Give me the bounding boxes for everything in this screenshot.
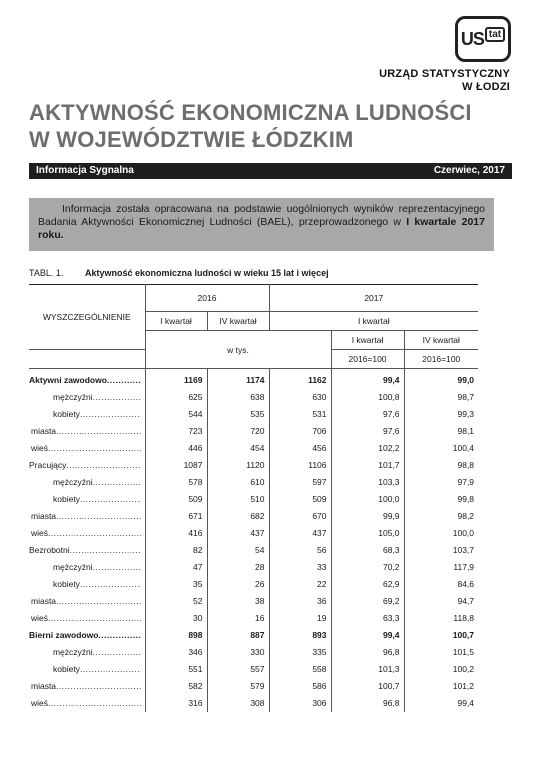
row-label (29, 610, 145, 627)
leader-dots (80, 409, 141, 419)
row-label-text: Bierni zawodowo (29, 630, 99, 640)
row-label (29, 576, 145, 593)
table-cell: 84,6 (404, 576, 478, 593)
leader-dots (66, 460, 140, 470)
table-cell: 531 (269, 406, 331, 423)
row-label (29, 457, 145, 474)
row-label (29, 423, 145, 440)
q1-2016-header: I kwartał (145, 312, 207, 331)
base2-header: 2016=100 (404, 350, 478, 369)
table-cell: 100,7 (404, 627, 478, 644)
table-cell: 82 (145, 542, 207, 559)
leader-dots (98, 630, 140, 640)
table-cell: 308 (207, 695, 269, 712)
stub-header: WYSZCZEGÓLNIENIE (29, 285, 145, 350)
leader-dots (56, 426, 140, 436)
leader-dots (48, 443, 140, 453)
table-cell: 99,4 (404, 695, 478, 712)
table-cell: 97,6 (331, 423, 404, 440)
table-cell: 887 (207, 627, 269, 644)
data-table (29, 284, 478, 712)
leader-dots (48, 613, 140, 623)
row-label-text: kobiety (53, 664, 80, 674)
table-cell: 100,8 (331, 389, 404, 406)
table-cell: 682 (207, 508, 269, 525)
row-label (29, 406, 145, 423)
table-caption (29, 268, 329, 278)
table-cell: 544 (145, 406, 207, 423)
row-label-text: kobiety (53, 579, 80, 589)
row-label (29, 369, 145, 389)
leader-dots (93, 562, 141, 572)
table-cell: 105,0 (331, 525, 404, 542)
table-cell: 33 (269, 559, 331, 576)
table-cell: 1162 (269, 369, 331, 389)
row-label (29, 389, 145, 406)
table-row (29, 661, 478, 678)
table-cell: 582 (145, 678, 207, 695)
table-cell: 16 (207, 610, 269, 627)
row-label-text: miasta (31, 596, 57, 606)
table-cell: 99,0 (404, 369, 478, 389)
table-cell: 100,2 (404, 661, 478, 678)
table-cell: 723 (145, 423, 207, 440)
document-title-line1: AKTYWNOŚĆ EKONOMICZNA LUDNOŚCI (29, 100, 472, 125)
leader-dots (48, 528, 140, 538)
leader-dots (56, 681, 140, 691)
row-label-text: mężczyźni (53, 392, 93, 402)
table-cell: 898 (145, 627, 207, 644)
table-cell: 99,3 (404, 406, 478, 423)
table-cell: 671 (145, 508, 207, 525)
table-cell: 96,8 (331, 644, 404, 661)
office-name-line1: URZĄD STATYSTYCZNY (379, 68, 510, 80)
table-cell: 26 (207, 576, 269, 593)
row-label (29, 695, 145, 712)
index-q4-header: IV kwartał (404, 331, 478, 350)
row-label (29, 644, 145, 661)
table-cell: 35 (145, 576, 207, 593)
table-caption-text: Aktywność ekonomiczna ludności w wieku 15 lat i więcej (85, 268, 329, 278)
row-label (29, 661, 145, 678)
table-cell: 28 (207, 559, 269, 576)
row-label (29, 525, 145, 542)
table-cell: 306 (269, 695, 331, 712)
leader-dots (70, 545, 141, 555)
table-cell: 99,8 (404, 491, 478, 508)
table-cell: 101,2 (404, 678, 478, 695)
table-cell: 586 (269, 678, 331, 695)
table-cell: 99,9 (331, 508, 404, 525)
table-cell: 98,8 (404, 457, 478, 474)
table-cell: 100,0 (331, 491, 404, 508)
table-cell: 509 (269, 491, 331, 508)
table-cell: 118,8 (404, 610, 478, 627)
table-cell: 437 (207, 525, 269, 542)
table-cell: 69,2 (331, 593, 404, 610)
document-title (29, 99, 472, 153)
leader-dots (80, 664, 141, 674)
table-cell: 437 (269, 525, 331, 542)
table-cell: 1087 (145, 457, 207, 474)
table-row (29, 593, 478, 610)
table-cell: 101,7 (331, 457, 404, 474)
q4-2016-header: IV kwartał (207, 312, 269, 331)
table-cell: 630 (269, 389, 331, 406)
row-label (29, 678, 145, 695)
table-row (29, 576, 478, 593)
table-cell: 509 (145, 491, 207, 508)
table-cell: 47 (145, 559, 207, 576)
table-row (29, 389, 478, 406)
table-cell: 416 (145, 525, 207, 542)
table-row (29, 627, 478, 644)
table-cell: 720 (207, 423, 269, 440)
leader-dots (80, 579, 141, 589)
row-label-text: wieś (31, 613, 49, 623)
table-row (29, 678, 478, 695)
table-cell: 36 (269, 593, 331, 610)
row-label-text: Aktywni zawodowo (29, 375, 107, 386)
table-cell: 625 (145, 389, 207, 406)
table-row (29, 525, 478, 542)
table-cell: 98,1 (404, 423, 478, 440)
summary-note-bold: I kwartale 2017 roku. (38, 216, 485, 241)
q1-2017-header: I kwartał (269, 312, 478, 331)
table-cell: 670 (269, 508, 331, 525)
table-cell: 893 (269, 627, 331, 644)
table-cell: 54 (207, 542, 269, 559)
row-label-text: wieś (31, 528, 49, 538)
table-cell: 706 (269, 423, 331, 440)
row-label-text: kobiety (53, 409, 80, 419)
row-label-text: kobiety (53, 494, 80, 504)
row-label (29, 508, 145, 525)
table-cell: 335 (269, 644, 331, 661)
table-cell: 19 (269, 610, 331, 627)
base1-header: 2016=100 (331, 350, 404, 369)
table-cell: 98,7 (404, 389, 478, 406)
office-name (379, 68, 510, 94)
table-cell: 1174 (207, 369, 269, 389)
table-cell: 30 (145, 610, 207, 627)
logo-main-text: US (460, 28, 484, 49)
summary-note-text: Informacja została opracowana na podstawie uogólnionych wyników reprezentacyjnego Badania Aktywności Ekonomicznej Ludności (BAEL), przeprowadzonego w (38, 203, 485, 228)
table-cell: 454 (207, 440, 269, 457)
leader-dots (48, 698, 140, 708)
table-cell: 38 (207, 593, 269, 610)
row-label (29, 440, 145, 457)
index-q1-header: I kwartał (331, 331, 404, 350)
table-cell: 578 (145, 474, 207, 491)
table-cell: 99,4 (331, 369, 404, 389)
table-cell: 52 (145, 593, 207, 610)
table-row (29, 491, 478, 508)
table-row (29, 542, 478, 559)
table-cell: 98,2 (404, 508, 478, 525)
table-row (29, 423, 478, 440)
table-cell: 1169 (145, 369, 207, 389)
logo-sup-text: tat (485, 27, 505, 42)
table-cell: 456 (269, 440, 331, 457)
info-banner (29, 163, 512, 179)
leader-dots (93, 392, 141, 402)
table-cell: 103,3 (331, 474, 404, 491)
table-cell: 102,2 (331, 440, 404, 457)
table-cell: 101,5 (404, 644, 478, 661)
table-row (29, 440, 478, 457)
table-cell: 94,7 (404, 593, 478, 610)
table-cell: 117,9 (404, 559, 478, 576)
row-label (29, 542, 145, 559)
row-label (29, 474, 145, 491)
table-row (29, 508, 478, 525)
year-2017-header: 2017 (269, 285, 478, 312)
table-cell: 638 (207, 389, 269, 406)
summary-note (29, 198, 494, 251)
table-row (29, 369, 478, 389)
row-label (29, 559, 145, 576)
table-cell: 68,3 (331, 542, 404, 559)
table-cell: 610 (207, 474, 269, 491)
row-label-text: Bezrobotni (29, 545, 70, 555)
table-row (29, 457, 478, 474)
row-label-text: mężczyźni (53, 477, 93, 487)
banner-date: Czerwiec, 2017 (433, 165, 505, 176)
table-cell: 70,2 (331, 559, 404, 576)
table-row (29, 559, 478, 576)
row-label-text: miasta (31, 426, 57, 436)
leader-dots (56, 596, 140, 606)
statistics-office-logo (455, 16, 511, 62)
table-cell: 330 (207, 644, 269, 661)
row-label-text: miasta (31, 511, 57, 521)
document-title-line2: W WOJEWÓDZTWIE ŁÓDZKIM (29, 127, 354, 152)
table-cell: 535 (207, 406, 269, 423)
table-cell: 22 (269, 576, 331, 593)
table-number: TABL. 1. (29, 268, 64, 278)
table-cell: 510 (207, 491, 269, 508)
table-cell: 100,4 (404, 440, 478, 457)
leader-dots (93, 477, 141, 487)
table-cell: 346 (145, 644, 207, 661)
table-cell: 62,9 (331, 576, 404, 593)
table-row (29, 644, 478, 661)
table-cell: 446 (145, 440, 207, 457)
leader-dots (80, 494, 141, 504)
unit-header: w tys. (145, 331, 331, 369)
row-label (29, 593, 145, 610)
year-2016-header: 2016 (145, 285, 269, 312)
table-row (29, 474, 478, 491)
table-cell: 97,6 (331, 406, 404, 423)
table-row (29, 406, 478, 423)
table-cell: 63,3 (331, 610, 404, 627)
leader-dots (107, 375, 141, 385)
row-label (29, 627, 145, 644)
row-label-text: wieś (31, 698, 49, 708)
table-cell: 101,3 (331, 661, 404, 678)
row-label-text: mężczyźni (53, 562, 93, 572)
table-cell: 99,4 (331, 627, 404, 644)
table-cell: 100,7 (331, 678, 404, 695)
row-label-text: Pracujący (29, 460, 67, 470)
table-cell: 56 (269, 542, 331, 559)
row-label (29, 491, 145, 508)
banner-label: Informacja Sygnalna (36, 165, 134, 176)
table-cell: 100,0 (404, 525, 478, 542)
table-cell: 316 (145, 695, 207, 712)
row-label-text: wieś (31, 443, 49, 453)
table-cell: 97,9 (404, 474, 478, 491)
table-cell: 96,8 (331, 695, 404, 712)
table-cell: 1106 (269, 457, 331, 474)
table-cell: 103,7 (404, 542, 478, 559)
leader-dots (93, 647, 141, 657)
leader-dots (56, 511, 140, 521)
office-name-line2: W ŁODZI (462, 81, 510, 93)
table-cell: 579 (207, 678, 269, 695)
table-cell: 558 (269, 661, 331, 678)
table-row (29, 610, 478, 627)
row-label-text: mężczyźni (53, 647, 93, 657)
row-label-text: miasta (31, 681, 57, 691)
table-cell: 551 (145, 661, 207, 678)
table-row (29, 695, 478, 712)
table-cell: 557 (207, 661, 269, 678)
table-cell: 1120 (207, 457, 269, 474)
table-cell: 597 (269, 474, 331, 491)
